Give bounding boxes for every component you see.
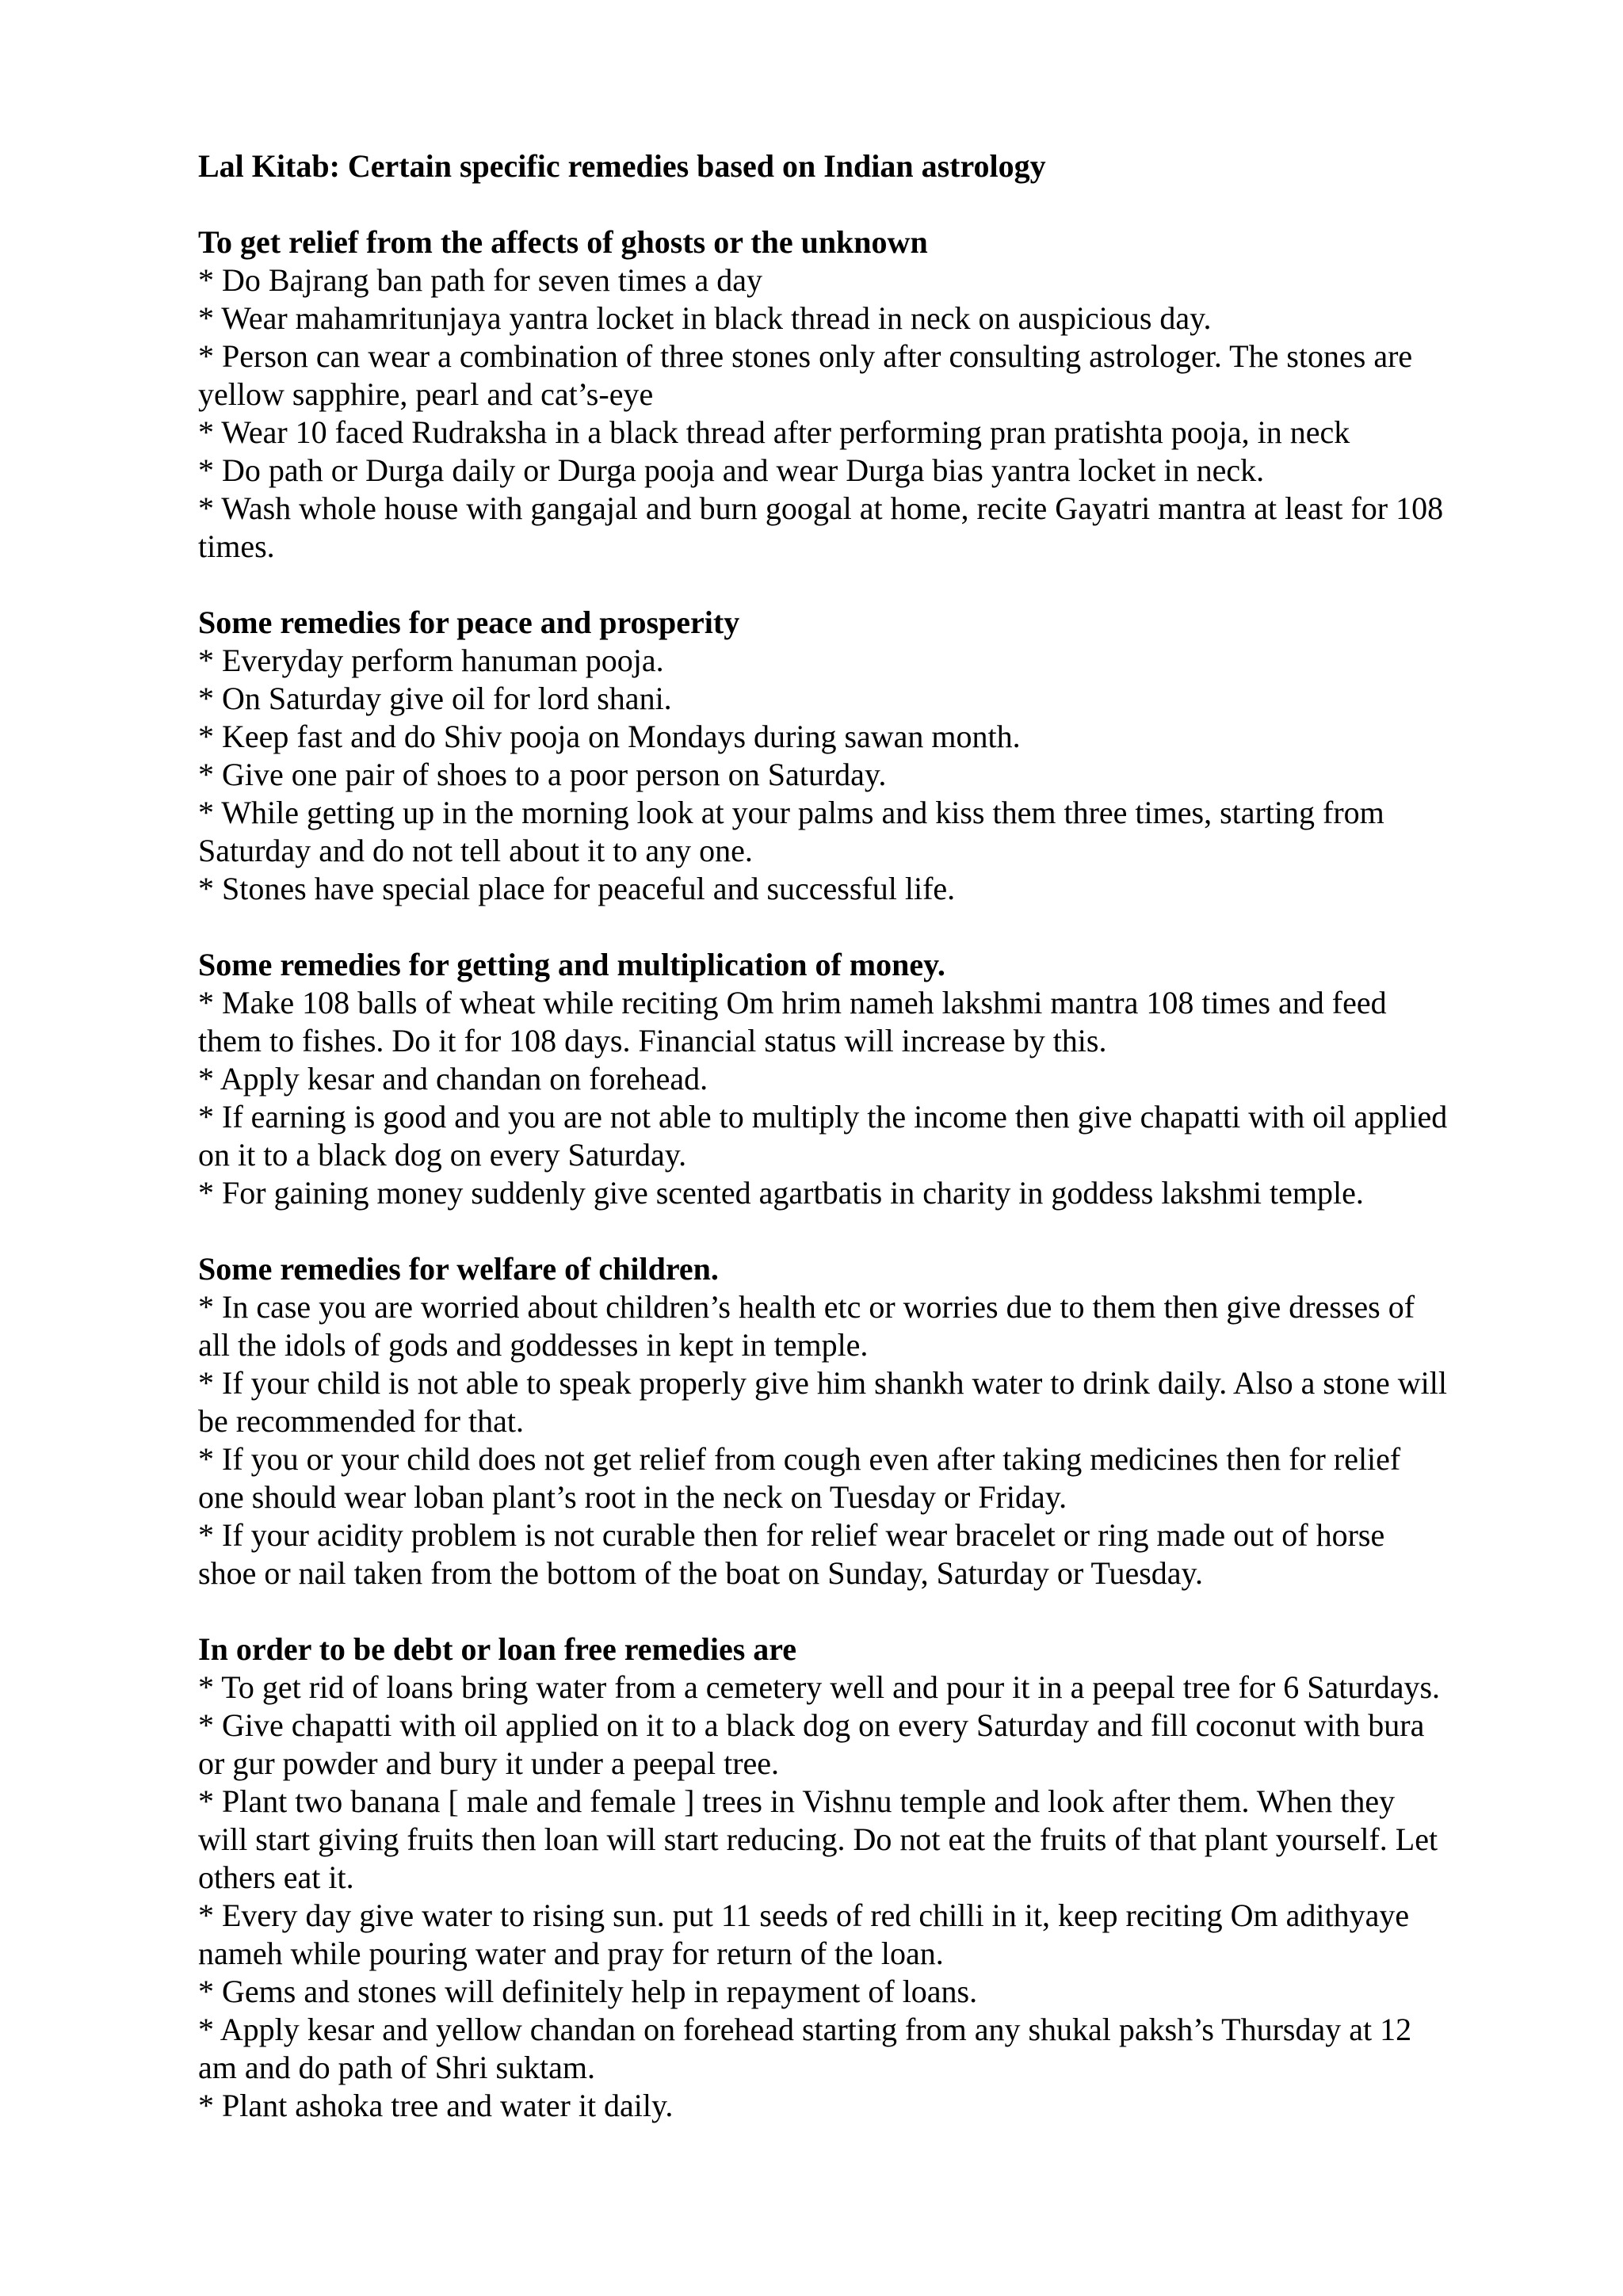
remedy-list [198,984,1450,1212]
remedy-item: * In case you are worried about children’s health etc or worries due to them then give dresses of all the idols of gods and goddesses in kept in temple. [198,1289,1415,1363]
section-heading: Some remedies for getting and multiplication of money. [198,947,945,982]
remedy-item: * Wash whole house with gangajal and burn googal at home, recite Gayatri mantra at least for 108 times. [198,490,1444,564]
remedy-list [198,1669,1450,2125]
remedy-list [198,642,1450,908]
remedy-item: * Plant ashoka tree and water it daily. [198,2088,674,2123]
remedy-item: * If your acidity problem is not curable then for relief wear bracelet or ring made out of horse shoe or nail taken from the bottom of the boat on Sunday, Saturday or Tuesday. [198,1517,1385,1591]
remedy-item: * While getting up in the morning look at your palms and kiss them three times, starting from Saturday and do not tell about it to any one. [198,795,1384,868]
section-ghosts [198,223,1450,566]
remedy-item: * For gaining money suddenly give scented agartbatis in charity in goddess lakshmi temple. [198,1175,1364,1211]
remedy-item: * If earning is good and you are not able to multiply the income then give chapatti with oil applied on it to a black dog on every Saturday. [198,1099,1448,1173]
remedy-item: * To get rid of loans bring water from a cemetery well and pour it in a peepal tree for 6 Saturdays. [198,1669,1441,1705]
document-title: Lal Kitab: Certain specific remedies based on Indian astrology [198,148,1046,184]
remedy-item: * Stones have special place for peaceful and successful life. [198,871,956,906]
remedy-item: * On Saturday give oil for lord shani. [198,681,672,716]
section-peace-prosperity [198,604,1450,908]
remedy-item: * If you or your child does not get relief from cough even after taking medicines then for relief one should wear loban plant’s root in the neck on Tuesday or Friday. [198,1441,1401,1515]
remedy-item: * Wear mahamritunjaya yantra locket in black thread in neck on auspicious day. [198,300,1212,336]
remedy-item: * Everyday perform hanuman pooja. [198,643,664,678]
section-heading: Some remedies for welfare of children. [198,1251,719,1287]
remedy-item: * Do Bajrang ban path for seven times a day [198,262,763,298]
section-heading: In order to be debt or loan free remedies are [198,1631,797,1667]
remedy-item: * Make 108 balls of wheat while reciting Om hrim nameh lakshmi mantra 108 times and feed them to fishes. Do it for 108 days. Financial status will increase by this. [198,985,1387,1058]
section-debt-free [198,1630,1450,2125]
section-money [198,946,1450,1212]
remedy-item: * Keep fast and do Shiv pooja on Mondays during sawan month. [198,719,1021,754]
remedy-item: * Every day give water to rising sun. put 11 seeds of red chilli in it, keep reciting Om adithyaye nameh while pouring water and pray for return of the loan. [198,1897,1410,1971]
remedy-list [198,261,1450,566]
remedy-item: * Plant two banana [ male and female ] trees in Vishnu temple and look after them. When they will start giving fruits then loan will start reducing. Do not eat the fruits of that plant yourself. Let others eat it. [198,1783,1438,1895]
remedy-item: * If your child is not able to speak properly give him shankh water to drink daily. Also a stone will be recommended for that. [198,1365,1447,1439]
remedy-item: * Person can wear a combination of three stones only after consulting astrologer. The stones are yellow sapphire, pearl and cat’s-eye [198,338,1413,412]
document-page [198,147,1450,2163]
remedy-item: * Do path or Durga daily or Durga pooja and wear Durga bias yantra locket in neck. [198,452,1265,488]
remedy-item: * Gems and stones will definitely help in repayment of loans. [198,1974,978,2009]
remedy-item: * Apply kesar and yellow chandan on forehead starting from any shukal paksh’s Thursday at 12 am and do path of Shri suktam. [198,2012,1412,2085]
section-heading: To get relief from the affects of ghosts or the unknown [198,224,928,260]
remedy-list [198,1288,1450,1592]
section-heading: Some remedies for peace and prosperity [198,605,740,640]
remedy-item: * Wear 10 faced Rudraksha in a black thread after performing pran pratishta pooja, in neck [198,414,1350,450]
remedy-item: * Give one pair of shoes to a poor person on Saturday. [198,757,887,792]
remedy-item: * Give chapatti with oil applied on it to a black dog on every Saturday and fill coconut with bura or gur powder and bury it under a peepal tree. [198,1707,1425,1781]
section-children [198,1250,1450,1592]
remedy-item: * Apply kesar and chandan on forehead. [198,1061,708,1097]
